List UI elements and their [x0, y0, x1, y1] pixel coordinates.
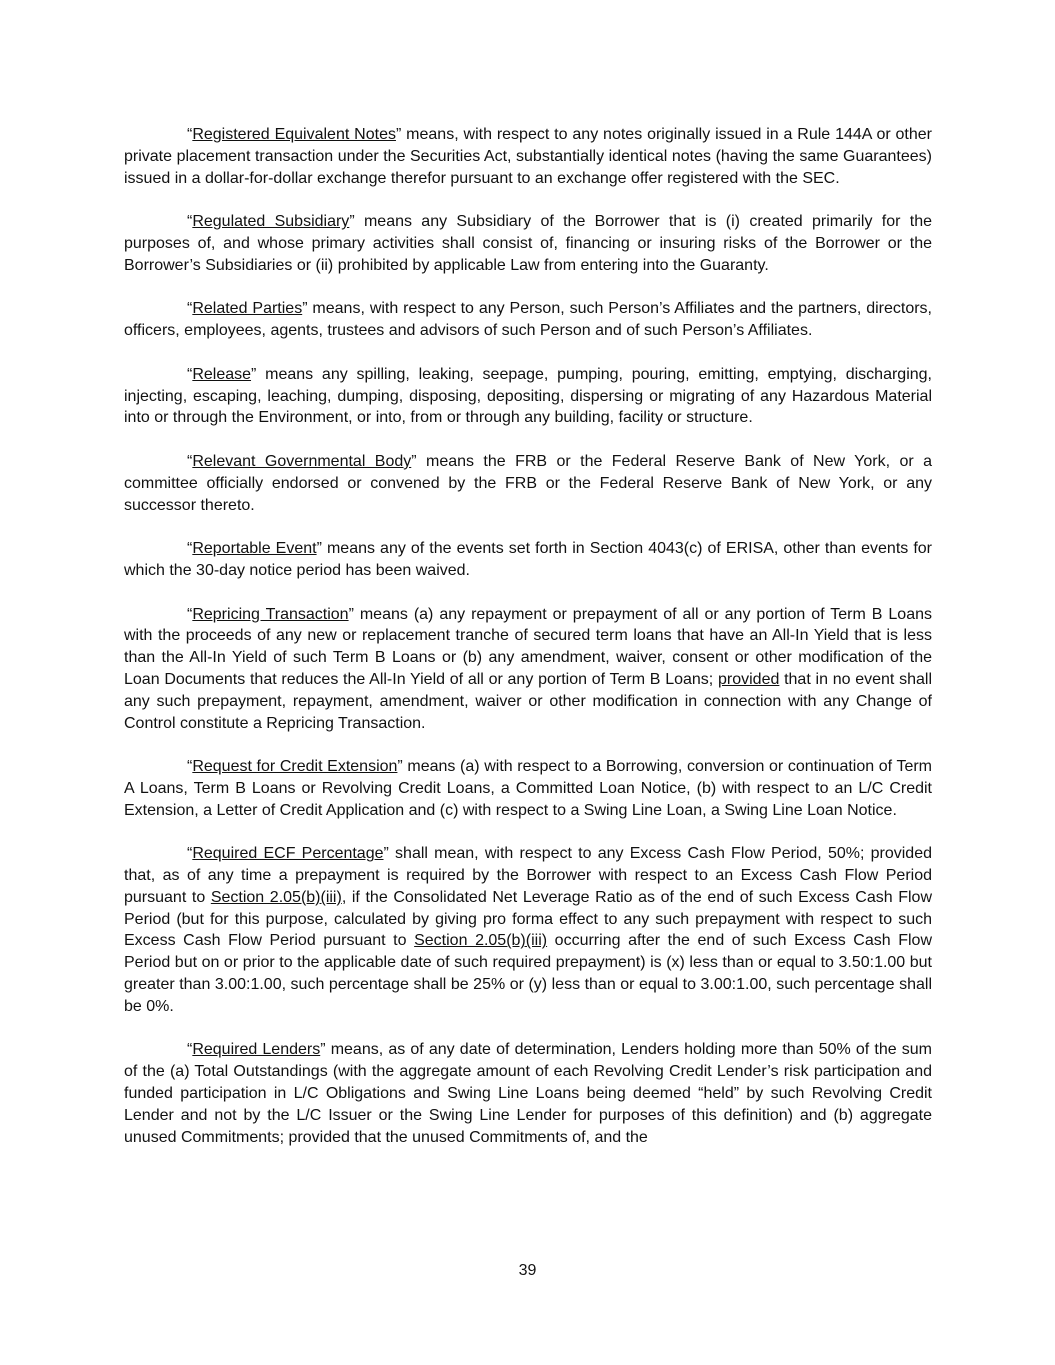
definition-repricing-transaction: “Repricing Transaction” means (a) any repayment or prepayment of all or any portion of Term B Loans with the proceeds of any new or replacement tranche of secured term loans that have an All-In Yield that is less than the All-In Yield of such Term B Loans or (b) any amendment, waiver, consent or other modification of the Loan Documents that reduces the All-In Yield of all or any portion of Term B Loans; provided that in no event shall any such prepayment, repayment, amendment, waiver or other modification in connection with any Change of Control constitute a Repricing Transaction. — [124, 605, 933, 732]
definition-related-parties: “Related Parties” means, with respect to any Person, such Person’s Affiliates and the partners, directors, officers, employees, agents, trustees and advisors of such Person and of such Person’s Affiliates. — [124, 300, 932, 340]
definition-release: “Release” means any spilling, leaking, seepage, pumping, pouring, emitting, emptying, discharging, injecting, escaping, leaching, dumping, disposing, depositing, dispersing or migrating of any Hazardous Material into or through the Environment, or into, from or through any building, facility or structure. — [124, 365, 932, 427]
definition-registered-equivalent-notes: “Registered Equivalent Notes” means, with respect to any notes originally issued in a Rule 144A or other private placement transaction under the Securities Act, substantially identical notes (having the same Guarantees) issued in a dollar-for-dollar exchange therefor pursuant to an exchange offer registered with the SEC. — [124, 126, 933, 187]
definition-text: ” shall mean, with respect to any Excess Cash Flow Period, 50%; provided that, as of any time a prepayment is required by the Borrower with respect to an Excess Cash Flow Period pursuant to — [124, 845, 933, 906]
provided-proviso: provided — [717, 670, 780, 688]
definition-text: ” means, as of any date of determination, Lenders holding more than 50% of the sum of the (a) Total Outstandings (with the aggregate amount of each Revolving Credit Lender’s risk participation and funded participation in L/C Obligations and Swing Line Loans being deemed “held” by such Revolving Credit Lender and not by the L/C Issuer or the Swing Line Lender for purposes of this definition) and (b) aggregate unused Commitments; provided that the unused Commitments of, and the — [124, 1041, 932, 1146]
definition-text-continued: , if the Consolidated Net Leverage Ratio as of the end of such Excess Cash Flow Period (but for this purpose, calculated by giving pro forma effect to any such prepayment with respect to such Excess Cash Flow Period pursuant to — [124, 888, 933, 950]
page-number: 39 — [518, 1262, 537, 1279]
section-reference: Section 2.05(b)(iii) — [414, 932, 548, 950]
defined-term: Required ECF Percentage — [192, 845, 384, 863]
definition-text: ” means, with respect to any notes originally issued in a Rule 144A or other private placement transaction under the Securities Act, substantially identical notes (having the same Guarantees) issued in a dollar-for-dollar exchange therefor pursuant to an exchange offer registered with the SEC. — [124, 126, 933, 187]
section-reference: Section 2.05(b)(iii) — [210, 888, 342, 906]
definition-text: ” means (a) any repayment or prepayment of all or any portion of Term B Loans with the proceeds of any new or replacement tranche of secured term loans that have an All-In Yield that is less than the All-In Yield of such Term B Loans or (b) any amendment, waiver, consent or other modification of the Loan Documents that reduces the All-In Yield of all or any portion of Term B Loans; — [124, 605, 932, 688]
definition-request-for-credit-extension: “Request for Credit Extension” means (a) with respect to a Borrowing, conversion or continuation of Term A Loans, Term B Loans or Revolving Credit Loans, a Committed Loan Notice, (b) with respect to an L/C Credit Extension, a Letter of Credit Application and (c) with respect to a Swing Line Loan, a Swing Line Loan Notice. — [124, 758, 932, 819]
definition-required-lenders: “Required Lenders” means, as of any date of determination, Lenders holding more than 50% of the sum of the (a) Total Outstandings (with the aggregate amount of each Revolving Credit Lender’s risk participation and funded participation in L/C Obligations and Swing Line Loans being deemed “held” by such Revolving Credit Lender and not by the L/C Issuer or the Swing Line Lender for purposes of this definition) and (b) aggregate unused Commitments; provided that the unused Commitments of, and the — [124, 1041, 932, 1146]
definition-text: ” means (a) with respect to a Borrowing, conversion or continuation of Term A Loans, Term B Loans or Revolving Credit Loans, a Committed Loan Notice, (b) with respect to an L/C Credit Extension, a Letter of Credit Application and (c) with respect to a Swing Line Loan, a Swing Line Loan Notice. — [124, 758, 932, 819]
definition-text-continued: occurring after the end of such Excess Cash Flow Period but on or prior to the applicable date of such required prepayment) is (x) less than or equal to 3.50:1.00 but greater than 3.00:1.00, such percentage shall be 25% or (y) less than or equal to 3.00:1.00, such percentage shall be 0%. — [124, 932, 933, 1015]
defined-term: Reportable Event — [192, 540, 317, 558]
defined-term: Related Parties — [192, 300, 303, 318]
definition-text: ” means any spilling, leaking, seepage, pumping, pouring, emitting, emptying, discharging, injecting, escaping, leaching, dumping, disposing, depositing, dispersing or migrating of any Hazardous Material into or through the Environment, or into, from or through any building, facility or structure. — [124, 365, 932, 427]
definition-text: ” means, with respect to any Person, such Person’s Affiliates and the partners, directors, officers, employees, agents, trustees and advisors of such Person and of such Person’s Affiliates. — [124, 300, 932, 340]
definition-required-ecf-percentage: “Required ECF Percentage” shall mean, with respect to any Excess Cash Flow Period, 50%; provided that, as of any time a prepayment is required by the Borrower with respect to an Excess Cash Flow Period pursuant to Section 2.05(b)(iii), if the Consolidated Net Leverage Ratio as of the end of such Excess Cash Flow Period (but for this purpose, calculated by giving pro forma effect to any such prepayment with respect to such Excess Cash Flow Period pursuant to Section 2.05(b)(iii) occurring after the end of such Excess Cash Flow Period but on or prior to the applicable date of such required prepayment) is (x) less than or equal to 3.50:1.00 but greater than 3.00:1.00, such percentage shall be 25% or (y) less than or equal to 3.00:1.00, such percentage shall be 0%. — [124, 845, 933, 1015]
defined-term: Request for Credit Extension — [192, 758, 398, 776]
definition-text-continued: that in no event shall any such prepayment, repayment, amendment, waiver or other modification in connection with any Change of Control constitute a Repricing Transaction. — [124, 670, 933, 732]
definition-text: ” means any of the events set forth in Section 4043(c) of ERISA, other than events for which the 30-day notice period has been waived. — [124, 540, 932, 579]
definition-relevant-governmental-body: “Relevant Governmental Body” means the FRB or the Federal Reserve Bank of New York, or a committee officially endorsed or convened by the FRB or the Federal Reserve Bank of New York, or any successor thereto. — [124, 452, 933, 514]
definition-reportable-event: “Reportable Event” means any of the events set forth in Section 4043(c) of ERISA, other than events for which the 30-day notice period has been waived. — [124, 540, 932, 579]
defined-term: Release — [192, 365, 252, 383]
defined-term: Relevant Governmental Body — [192, 452, 412, 470]
defined-term: Required Lenders — [192, 1041, 321, 1059]
definition-regulated-subsidiary: “Regulated Subsidiary” means any Subsidiary of the Borrower that is (i) created primarily for the purposes of, and whose primary activities shall consist of, financing or insuring risks of the Borrower or the Borrower’s Subsidiaries or (ii) prohibited by applicable Law from entering into the Guaranty. — [124, 213, 933, 274]
defined-term: Registered Equivalent Notes — [192, 126, 396, 143]
document-body — [124, 124, 932, 1170]
defined-term: Repricing Transaction — [192, 605, 349, 623]
defined-term: Regulated Subsidiary — [192, 213, 350, 231]
definition-text: ” means any Subsidiary of the Borrower that is (i) created primarily for the purposes of, and whose primary activities shall consist of, financing or insuring risks of the Borrower or the Borrower’s Subsidiaries or (ii) prohibited by applicable Law from entering into the Guaranty. — [124, 213, 933, 274]
definition-text: ” means the FRB or the Federal Reserve Bank of New York, or a committee officially endorsed or convened by the FRB or the Federal Reserve Bank of New York, or any successor thereto. — [124, 452, 933, 514]
